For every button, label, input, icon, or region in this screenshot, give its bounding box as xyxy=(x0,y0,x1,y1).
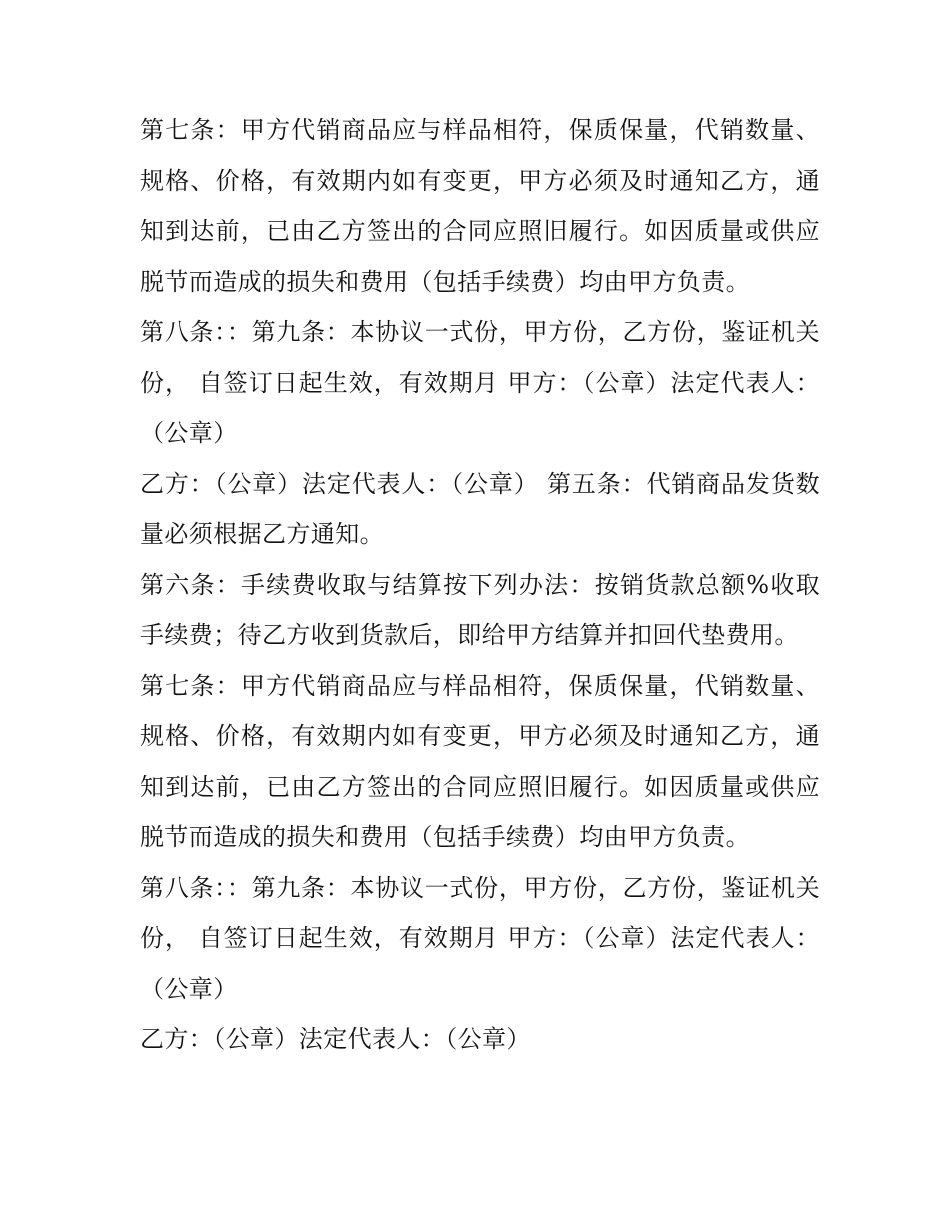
paragraph-party-b-article-5: 乙方：（公章）法定代表人：（公章） 第五条：代销商品发货数量必须根据乙方通知。 xyxy=(140,469,820,548)
paragraph-article-7-repeat: 第七条：甲方代销商品应与样品相符，保质保量，代销数量、规格、价格，有效期内如有变更，甲方必须及时通知乙方，通知到达前，已由乙方签出的合同应照旧履行。如因质量或供应脱节而造成的损失和费用（包括手续费）均由甲方负责。 xyxy=(140,671,820,851)
paragraph-article-8-9: 第八条：：第九条：本协议一式份，甲方份，乙方份，鉴证机关份， 自签订日起生效，有效期月 甲方：（公章）法定代表人：（公章） xyxy=(140,318,820,447)
paragraph-article-8-9-repeat: 第八条：：第九条：本协议一式份，甲方份，乙方份，鉴证机关份， 自签订日起生效，有效期月 甲方：（公章）法定代表人：（公章） xyxy=(140,873,820,1003)
paragraph-party-b-signature: 乙方：（公章）法定代表人：（公章） xyxy=(140,1025,531,1053)
paragraph-article-6: 第六条：手续费收取与结算按下列办法：按销货款总额%收取手续费；待乙方收到货款后，即给甲方结算并扣回代垫费用。 xyxy=(140,570,820,649)
document-body xyxy=(140,105,820,1065)
paragraph-article-7: 第七条：甲方代销商品应与样品相符，保质保量，代销数量、规格、价格，有效期内如有变更，甲方必须及时通知乙方，通知到达前，已由乙方签出的合同应照旧履行。如因质量或供应脱节而造成的损失和费用（包括手续费）均由甲方负责。 xyxy=(140,116,820,296)
